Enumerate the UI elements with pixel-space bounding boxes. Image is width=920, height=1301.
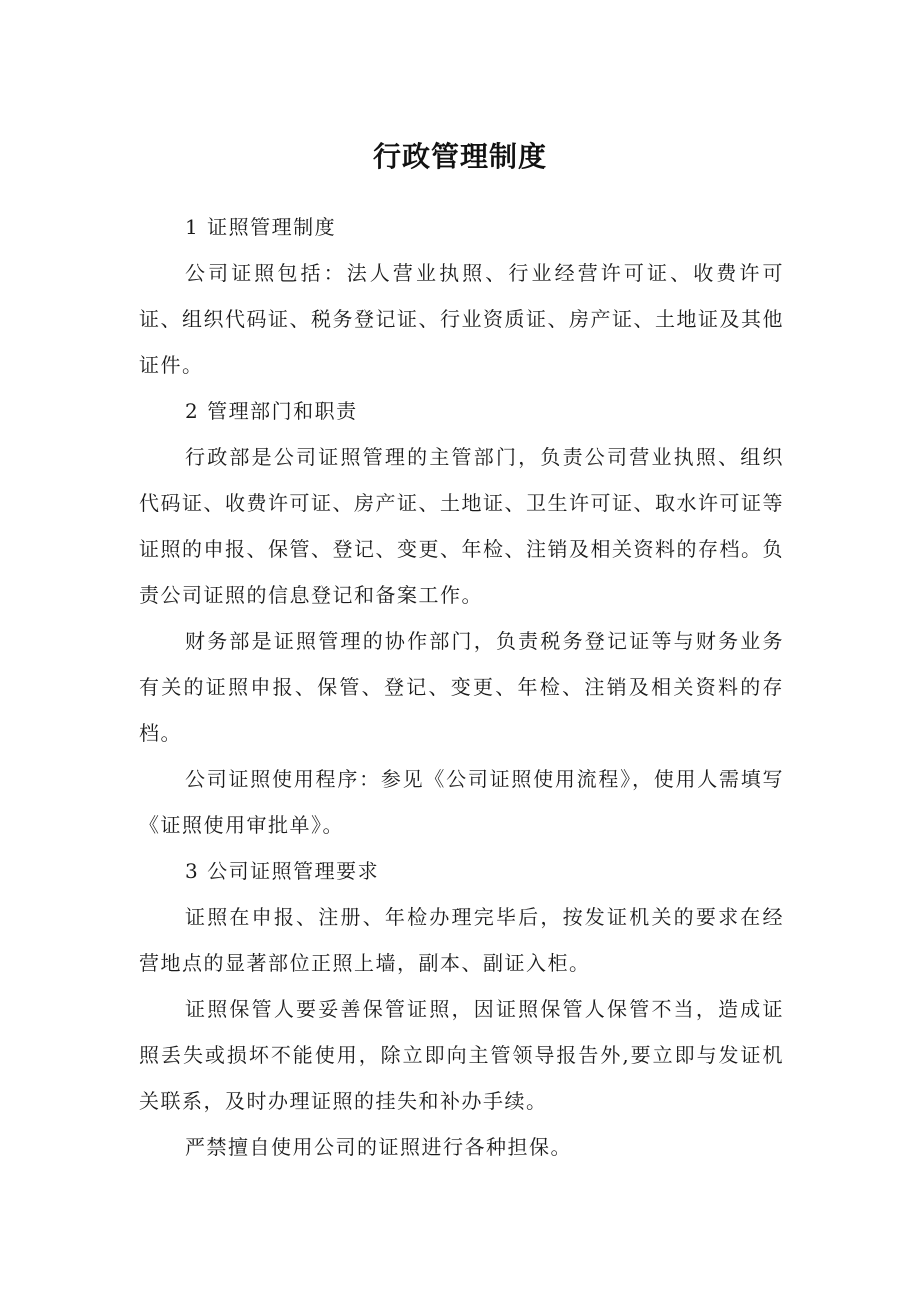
section-3-paragraph-1: 证照在申报、注册、年检办理完毕后，按发证机关的要求在经营地点的显著部位正照上墙，副本、副证入柜。 [139,905,784,975]
section-2-paragraph-1: 行政部是公司证照管理的主管部门，负责公司营业执照、组织代码证、收费许可证、房产证、土地证、卫生许可证、取水许可证等证照的申报、保管、登记、变更、年检、注销及相关资料的存档。负责公司证照的信息登记和备案工作。 [139,445,784,607]
document-body [139,204,784,1170]
section-3-paragraph-3: 严禁擅自使用公司的证照进行各种担保。 [185,1135,572,1159]
document-title: 行政管理制度 [372,140,547,173]
section-1-heading: 1 证照管理制度 [185,215,337,239]
section-3-paragraph-2: 证照保管人要妥善保管证照，因证照保管人保管不当，造成证照丢失或损坏不能使用，除立即向主管领导报告外,要立即与发证机关联系，及时办理证照的挂失和补办手续。 [139,997,784,1113]
section-3-heading: 3 公司证照管理要求 [185,859,380,883]
section-2-paragraph-2: 财务部是证照管理的协作部门，负责税务登记证等与财务业务有关的证照申报、保管、登记、变更、年检、注销及相关资料的存档。 [139,629,784,745]
section-2-paragraph-3: 公司证照使用程序：参见《公司证照使用流程》，使用人需填写《证照使用审批单》。 [139,767,784,837]
section-1-paragraph-1: 公司证照包括：法人营业执照、行业经营许可证、收费许可证、组织代码证、税务登记证、行业资质证、房产证、土地证及其他证件。 [139,261,784,377]
section-2-heading: 2 管理部门和职责 [185,399,358,423]
